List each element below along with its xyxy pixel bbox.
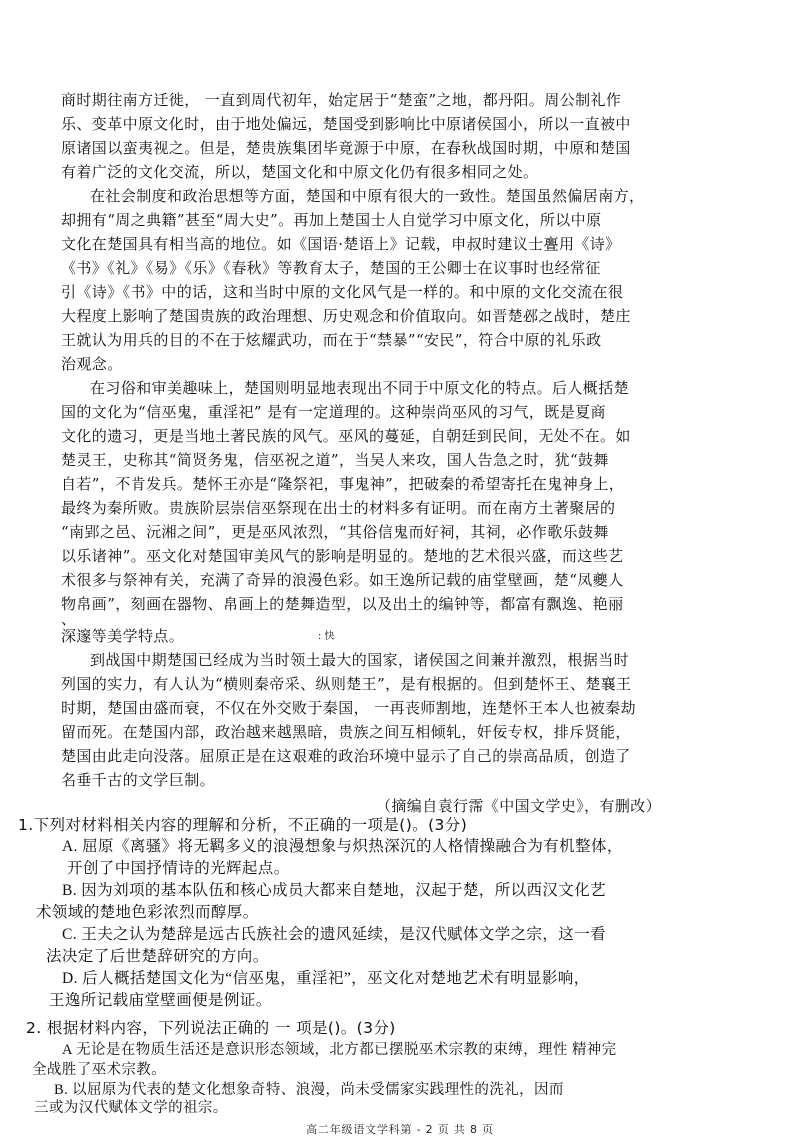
question-1-option-b: B. 因为刘项的基本队伍和核心成员大都来自楚地，汉起于楚，所以西汉文化艺 <box>62 882 606 899</box>
source-citation: （摘编自袁行霈《中国文学史》，有删改） <box>376 797 662 815</box>
question-1-option-c: C. 王夫之认为楚辞是远古氏族社会的遗风延续，是汉代赋体文学之宗，这一看 <box>62 926 606 943</box>
passage-line: 文化的遗习，更是当地土著民族的风气。巫风的蔓延，自朝廷到民间，无处不在。如 <box>61 427 631 445</box>
passage-line: 商时期往南方迁徙， 一直到周代初年，始定居于“楚蛮”之地，都丹阳。周公制礼作 <box>61 91 622 109</box>
page-footer: 高二年级语文学科第 - 2 页 共 8 页 <box>306 1123 494 1136</box>
passage-line: 以乐诸神”。巫文化对楚国审美风气的影响是明显的。楚地的艺术很兴盛，而这些艺 <box>61 547 624 565</box>
passage-line: 国的文化为“信巫鬼，重淫祀” 是有一定道理的。这种崇尚巫风的习气，既是夏商 <box>61 403 606 421</box>
passage-line: 引《诗》《书》中的话，这和当时中原的文化风气是一样的。和中原的文化交流在很 <box>61 283 624 301</box>
passage-line: 、 <box>61 610 77 628</box>
passage-line: 留而死。在楚国内部，政治越来越黑暗，贵族之间互相倾轧，奸佞专权，排斥贤能， <box>61 723 631 741</box>
stray-mark: : 快 <box>318 631 335 642</box>
question-1-option-d: D. 后人概括楚国文化为“信巫鬼，重淫祀”，巫文化对楚地艺术有明显影响， <box>62 970 590 987</box>
question-1-option-b: 术领域的楚地色彩浓烈而醇厚。 <box>36 904 259 921</box>
passage-line: 到战国中期楚国已经成为当时领土最大的国家，诸侯国之间兼并激烈，根据当时 <box>90 651 630 669</box>
question-1-option-a: A. 屈原《离骚》将无羁多义的浪漫想象与炽热深沉的人格情操融合为有机整体， <box>62 838 623 855</box>
passage-line: 名垂千古的文学巨制。 <box>61 771 216 789</box>
passage-line: 时期，楚国由盛而衰，不仅在外交败于秦国， 一再丧师割地，连楚怀王本人也被秦劫 <box>61 699 636 717</box>
passage-line: 原诸国以蛮夷视之。但是，楚贵族集团毕竟源于中原，在春秋战国时期，中原和楚国 <box>61 139 631 157</box>
passage-line: 自若”，不肯发兵。楚怀王亦是“隆祭祀，事鬼神”，把破秦的希望寄托在鬼神身上， <box>61 475 625 493</box>
question-1-stem: 1.下列对材料相关内容的理解和分析，不正确的一项是()。(3分) <box>18 816 468 834</box>
passage-line: 术很多与祭神有关，充满了奇异的浪漫色彩。如王逸所记载的庙堂壁画，楚“凤夔人 <box>61 571 624 589</box>
passage-line: 列国的实力，有人认为“横则秦帝采、纵则楚王”，是有根据的。但到楚怀王、楚襄王 <box>61 675 632 693</box>
passage-line: 楚灵王，史称其“简贤务鬼，信巫祝之道”，当吴人来攻，国人告急之时，犹“鼓舞 <box>61 451 609 469</box>
passage-line: 有着广泛的文化交流，所以，楚国文化和中原文化仍有很多相同之处。 <box>61 163 539 181</box>
question-1-option-d: 王逸所记载庙堂壁画便是例证。 <box>49 992 272 1009</box>
passage-line: 却拥有“周之典籍”甚至“周大史”。再加上楚国士人自觉学习中原文化，所以中原 <box>61 211 602 229</box>
passage-line: 在习俗和审美趣味上，楚国则明显地表现出不同于中原文化的特点。后人概括楚 <box>90 379 630 397</box>
question-2-option-a: 全战胜了巫术宗教。 <box>32 1062 167 1078</box>
passage-line: 在社会制度和政治思想等方面，楚国和中原有很大的一致性。楚国虽然偏居南方， <box>90 187 645 205</box>
passage-line: 深邃等美学特点。 <box>61 627 185 645</box>
question-2-option-a: A 无论是在物质生活还是意识形态领域，北方都已摆脱巫术宗教的束缚，理性 精神完 <box>62 1042 617 1058</box>
passage-line: “南郢之邑、沅湘之间”，更是巫风浓烈，“其俗信鬼而好祠，其祠，必作歌乐鼓舞 <box>61 523 609 541</box>
question-1-option-a: 开创了中国抒情诗的光辉起点。 <box>67 860 290 877</box>
passage-line: 楚国由此走向没落。屈原正是在这艰难的政治环境中显示了自己的崇高品质，创造了 <box>61 747 631 765</box>
passage-line: 乐、变革中原文化时，由于地处偏远，楚国受到影响比中原诸侯国小，所以一直被中 <box>61 115 631 133</box>
passage-line: 王就认为用兵的目的不在于炫耀武功，而在于“禁暴”“安民”，符合中原的礼乐政 <box>61 331 602 349</box>
question-1-option-c: 法决定了后世楚辞研究的方向。 <box>46 948 269 965</box>
question-2-option-b: 三或为汉代赋体文学的祖宗。 <box>34 1100 228 1116</box>
passage-line: 《书》《礼》《易》《乐》《春秋》等教育太子，楚国的王公卿士在议事时也经常征 <box>61 259 601 277</box>
passage-line: 治观念。 <box>61 355 123 373</box>
passage-line: 物帛画”，刻画在器物、帛画上的楚舞造型，以及出土的编钟等，都富有飘逸、艳丽 <box>61 595 624 613</box>
question-2-option-b: B. 以屈原为代表的楚文化想象奇特、浪漫，尚未受儒家实践理性的洗礼，因而 <box>54 1082 564 1098</box>
passage-line: 大程度上影响了楚国贵族的政治理想、历史观念和价值取向。如晋楚邲之战时，楚庄 <box>61 307 631 325</box>
passage-line: 最终为秦所败。贵族阶层崇信巫祭现在出士的材料多有证明。而在南方土著聚居的 <box>61 499 616 517</box>
passage-line: 文化在楚国具有相当高的地位。如《国语·楚语上》记载，申叔时建议士亹用《诗》 <box>61 235 621 253</box>
question-2-stem: 2. 根据材料内容，下列说法正确的 一 项是()。(3分) <box>26 1019 396 1037</box>
